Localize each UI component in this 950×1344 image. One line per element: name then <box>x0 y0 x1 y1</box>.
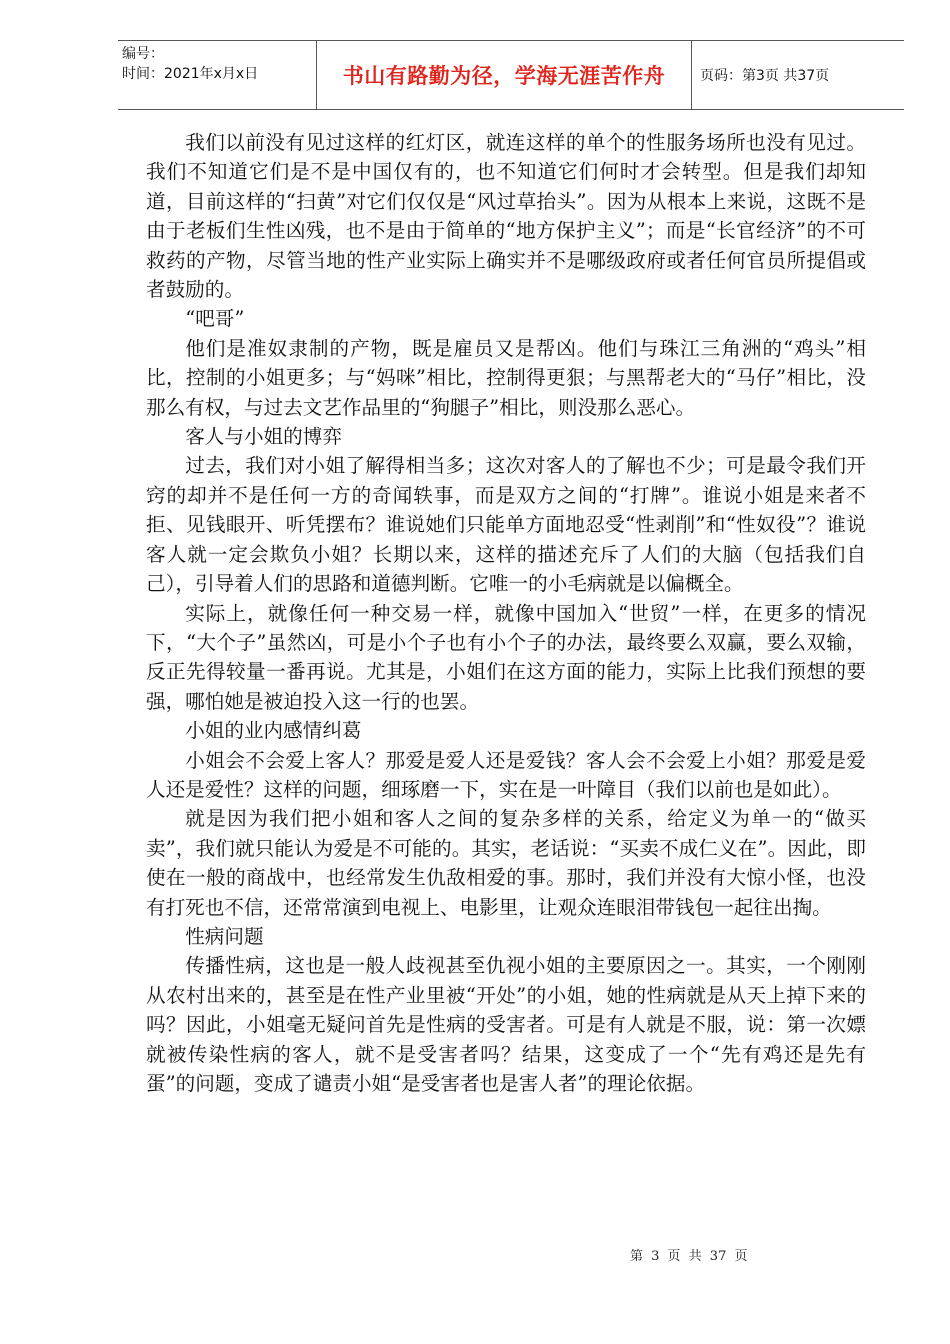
paragraph: 实际上，就像任何一种交易一样，就像中国加入“世贸”一样，在更多的情况下，“大个子”虽然凶，可是小个子也有小个子的办法，最终要么双赢，要么双输，反正先得较量一番再说。尤其是，小姐们在这方面的能力，实际上比我们预想的要强，哪怕她是被迫投入这一行的也罢。 <box>146 601 866 713</box>
paragraph: 过去，我们对小姐了解得相当多；这次对客人的了解也不少；可是最令我们开窍的却并不是任何一方的奇闻轶事，而是双方之间的“打牌”。谁说小姐是来者不拒、见钱眼开、听凭摆布？谁说她们只能单方面地忍受“性剥削”和“性奴役”？谁说客人就一定会欺负小姐？长期以来，这样的描述充斥了人们的大脑（包括我们自己），引导着人们的思路和道德判断。它唯一的小毛病就是以偏概全。 <box>146 454 866 596</box>
time-label: 时间：2021年x月x日 <box>122 66 259 82</box>
paragraph: 传播性病，这也是一般人歧视甚至仇视小姐的主要原因之一。其实，一个刚刚从农村出来的，甚至是在性产业里被“开处”的小姐，她的性病就是从天上掉下来的吗？因此，小姐毫无疑问首先是性病的受害者。可是有人就是不服，说：第一次嫖就被传染性病的客人，就不是受害者吗？结果，这变成了一个“先有鸡还是先有蛋”的问题，变成了谴责小姐“是受害者也是害人者”的理论依据。 <box>146 954 866 1095</box>
header-page-info: 页码：第3页 共37页 <box>700 68 830 84</box>
page-header <box>118 40 904 110</box>
header-meta <box>118 41 316 109</box>
paragraph: 我们以前没有见过这样的红灯区，就连这样的单个的性服务场所也没有见过。我们不知道它们是不是中国仅有的，也不知道它们何时才会转型。但是我们却知道，目前这样的“扫黄”对它们仅仅是“风过草抬头”。因为从根本上来说，这既不是由于老板们生性凶残，也不是由于简单的“地方保护主义”；而是“长官经济”的不可救药的产物，尽管当地的性产业实际上确实并不是哪级政府或者任何官员所提倡或者鼓励的。 <box>146 131 866 302</box>
section-heading: 性病问题 <box>185 924 264 948</box>
paragraph: 就是因为我们把小姐和客人之间的复杂多样的关系，给定义为单一的“做买卖”，我们就只能认为爱是不可能的。其实，老话说：“买卖不成仁义在”。因此，即使在一般的商战中，也经常发生仇敌相爱的事。那时，我们并没有大惊小怪，也没有打死也不信，还常常演到电视上、电影里，让观众连眼泪带钱包一起往出掏。 <box>146 807 866 919</box>
document-body <box>146 128 866 1098</box>
section-heading: 小姐的业内感情纠葛 <box>185 719 362 743</box>
paragraph: 小姐会不会爱上客人？那爱是爱人还是爱钱？客人会不会爱上小姐？那爱是爱人还是爱性？这样的问题，细琢磨一下，实在是一叶障目（我们以前也是如此）。 <box>146 748 866 801</box>
page-footer: 第 3 页 共 37 页 <box>630 1249 748 1264</box>
section-heading: 客人与小姐的博弈 <box>185 425 342 449</box>
paragraph: 他们是准奴隶制的产物，既是雇员又是帮凶。他们与珠江三角洲的“鸡头”相比，控制的小姐更多；与“妈咪”相比，控制得更狠；与黑帮老大的“马仔”相比，没那么有权，与过去文艺作品里的“狗腿子”相比，则没那么恶心。 <box>146 336 866 419</box>
header-slogan: 书山有路勤为径，学海无涯苦作舟 <box>316 41 692 109</box>
code-label: 编号： <box>122 46 164 62</box>
section-heading: “吧哥” <box>185 307 245 331</box>
